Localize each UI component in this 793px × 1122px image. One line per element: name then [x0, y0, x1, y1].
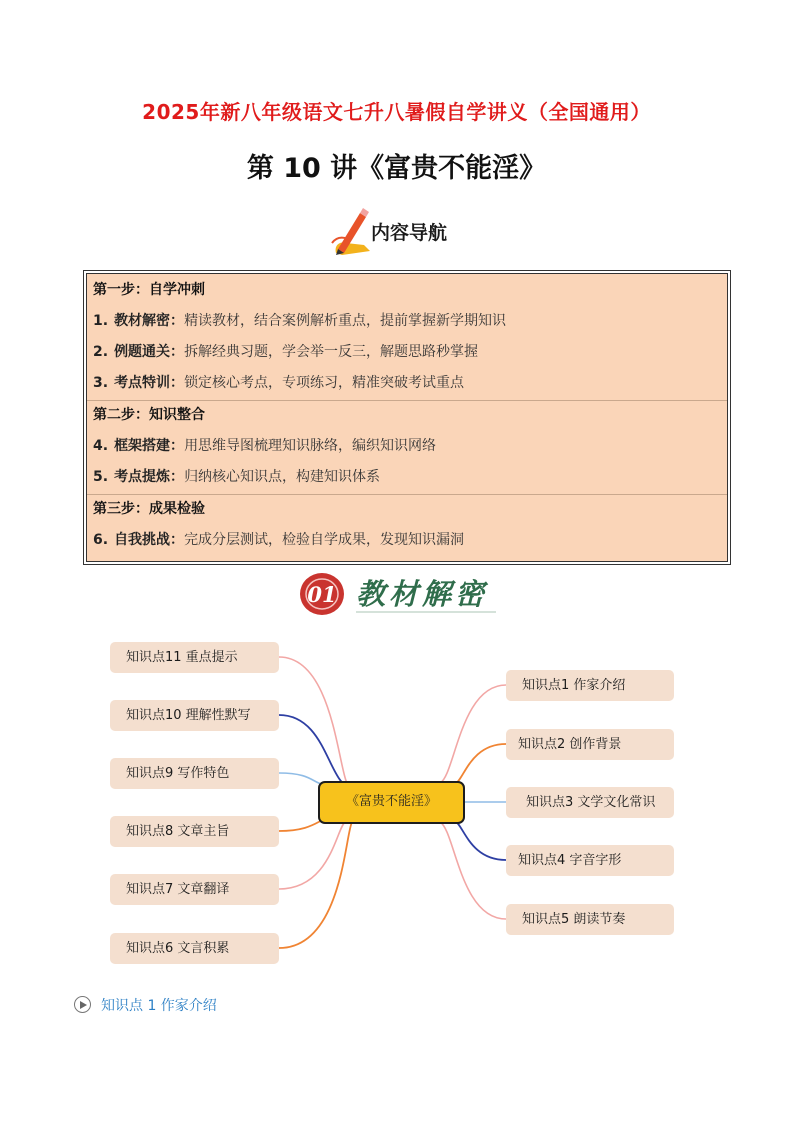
toc-step-3: 第三步：成果检验 — [93, 501, 205, 517]
connector-kp1 — [440, 685, 506, 783]
toc-item-desc: 完成分层测试，检验自学成果，发现知识漏洞 — [184, 532, 465, 548]
connector-kp4 — [455, 821, 506, 860]
mindmap-node-kp10: 知识点10 理解性默写 — [110, 700, 279, 731]
toc-item-5 — [93, 463, 721, 491]
toc-item-desc: 拆解经典习题，学会举一反三，解题思路秒掌握 — [184, 344, 479, 360]
content-navigation-label: 内容导航 — [371, 222, 448, 244]
mind-map — [0, 620, 793, 980]
toc-item-1 — [93, 307, 721, 335]
connector-kp11 — [279, 657, 351, 788]
toc-item-2 — [93, 338, 721, 366]
play-circle-icon — [74, 996, 91, 1013]
toc-item-number: 5. — [93, 469, 109, 485]
mindmap-node-kp6: 知识点6 文言积累 — [110, 933, 279, 964]
mindmap-node-kp11: 知识点11 重点提示 — [110, 642, 279, 673]
toc-item-desc: 精读教材，结合案例解析重点，提前掌握新学期知识 — [184, 313, 507, 329]
toc-item-key: 考点特训： — [114, 375, 185, 391]
toc-step-2: 第二步：知识整合 — [93, 407, 205, 423]
pencil-icon — [330, 205, 376, 255]
toc-item-desc: 归纳核心知识点，构建知识体系 — [184, 469, 381, 485]
toc-item-key: 教材解密： — [114, 313, 185, 329]
mindmap-node-kp7: 知识点7 文章翻译 — [110, 874, 279, 905]
mindmap-node-kp8: 知识点8 文章主旨 — [110, 816, 279, 847]
toc-step-1: 第一步：自学冲刺 — [93, 282, 205, 298]
mindmap-node-kp1: 知识点1 作家介绍 — [506, 670, 674, 701]
connector-kp10 — [279, 715, 353, 788]
mindmap-node-kp2: 知识点2 创作背景 — [506, 729, 674, 760]
toc-item-3 — [93, 369, 721, 397]
lesson-title: 第 10 讲《富贵不能淫》 — [246, 153, 547, 184]
connector-kp7 — [279, 822, 345, 889]
toc-item-4 — [93, 432, 721, 460]
connector-kp9 — [279, 773, 325, 785]
table-of-contents — [86, 273, 728, 562]
section-badge — [296, 570, 506, 618]
toc-item-desc: 用思维导图梳理知识脉络，编织知识网络 — [184, 438, 437, 454]
knowledge-point-1-label: 知识点 1 作家介绍 — [101, 998, 217, 1014]
toc-item-key: 自我挑战： — [114, 532, 185, 548]
toc-item-number: 2. — [93, 344, 109, 360]
content-navigation-badge — [330, 205, 470, 255]
series-title: 2025年新八年级语文七升八暑假自学讲义（全国通用） — [142, 100, 651, 124]
toc-item-desc: 锁定核心考点，专项练习，精准突破考试重点 — [184, 375, 465, 391]
connector-kp6 — [279, 822, 352, 948]
mindmap-center-node: 《富贵不能淫》 — [318, 781, 465, 824]
toc-item-key: 例题通关： — [114, 344, 185, 360]
toc-item-key: 考点提炼： — [114, 469, 185, 485]
toc-item-6 — [93, 526, 721, 554]
connector-kp2 — [455, 744, 506, 784]
toc-item-number: 4. — [93, 438, 109, 454]
section-number: 01 — [307, 582, 337, 607]
mindmap-node-kp9: 知识点9 写作特色 — [110, 758, 279, 789]
connector-kp5 — [440, 822, 506, 919]
toc-item-number: 6. — [93, 532, 109, 548]
section-title: 教材解密 — [356, 577, 489, 611]
toc-item-key: 框架搭建： — [114, 438, 185, 454]
mindmap-node-kp5: 知识点5 朗读节奏 — [506, 904, 674, 935]
toc-item-number: 1. — [93, 313, 109, 329]
mindmap-node-kp3: 知识点3 文学文化常识 — [506, 787, 674, 818]
toc-item-number: 3. — [93, 375, 109, 391]
mindmap-node-kp4: 知识点4 字音字形 — [506, 845, 674, 876]
